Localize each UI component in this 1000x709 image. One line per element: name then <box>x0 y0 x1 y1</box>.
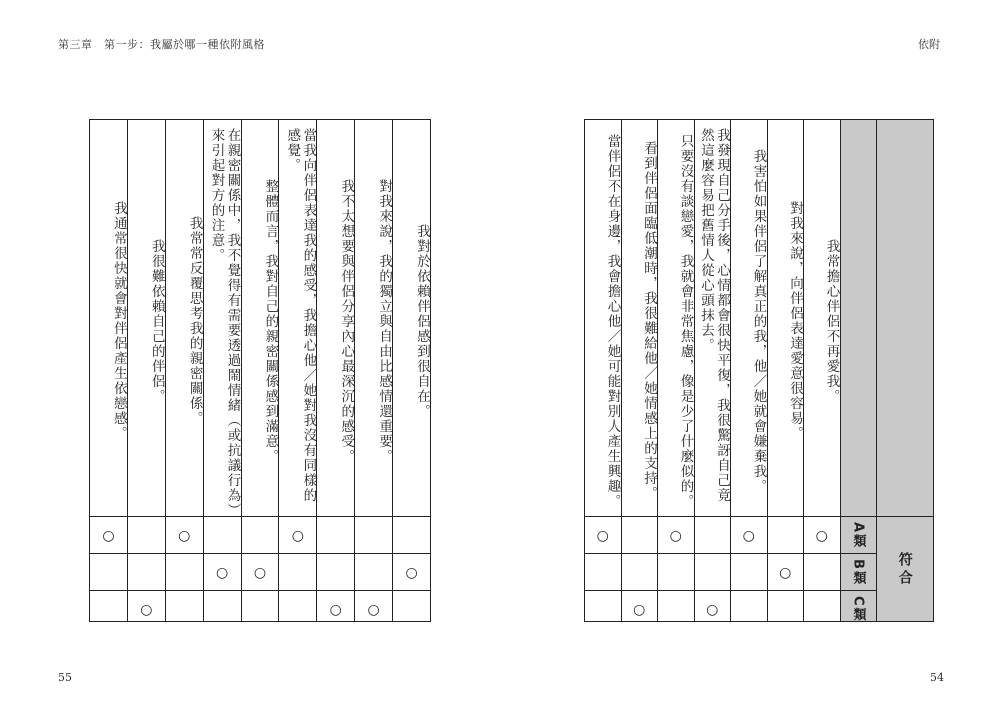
running-header-right: 依附 <box>918 38 940 51</box>
match-circle: ○ <box>405 564 418 581</box>
statement-text: 我常常反覆思考我的親密關係。 <box>186 216 203 426</box>
match-circle: ○ <box>706 601 719 618</box>
statement-text: 當伴侶不在身邊，我會擔心他／她可能對別人產生興趣。 <box>604 133 621 509</box>
statement-text: 當我向伴侶表達我的感受，我擔心他／她對我沒有同樣的感覺。 <box>284 128 317 503</box>
statement-text: 對我來說，我的獨立與自由比感情還重要。 <box>376 178 393 464</box>
table-rule <box>585 590 877 591</box>
type-header-column <box>841 120 877 622</box>
match-circle: ○ <box>815 527 828 544</box>
statement-text: 我發現自己分手後，心情都會很快平復，我很驚訝自己竟然這麼容易把舊情人從心頭抹去。 <box>698 128 730 503</box>
statement-text: 對我來說，向伴侶表達愛意很容易。 <box>787 201 803 441</box>
statement-text: 看到伴侶面臨低潮時，我很難給他／她情感上的支持。 <box>641 141 657 501</box>
match-circle: ○ <box>367 601 380 618</box>
table-row <box>731 120 768 622</box>
table-row <box>585 120 622 622</box>
table-rule <box>90 553 431 554</box>
match-circle: ○ <box>291 527 304 544</box>
table-rule <box>90 516 431 517</box>
match-circle: ○ <box>669 527 682 544</box>
statement-text: 在親密關係中，我不覺得有需要透過鬧情緒（或抗議行為）來引起對方的注意。 <box>208 128 241 512</box>
match-circle: ○ <box>633 601 646 618</box>
table-row <box>166 120 204 622</box>
statement-text: 我常擔心伴侶不再愛我。 <box>823 238 840 404</box>
table-row <box>658 120 695 622</box>
match-circle: ○ <box>253 564 267 581</box>
table-row <box>317 120 355 622</box>
table-row <box>242 120 280 622</box>
table-rule <box>90 621 431 622</box>
match-circle: ○ <box>215 564 229 581</box>
statement-text: 只要沒有談戀愛，我就會非常焦慮，像是少了什麼似的。 <box>677 133 694 509</box>
statement-text: 我很難依賴自己的伴侶。 <box>148 238 165 404</box>
page-number-left: 55 <box>58 671 72 684</box>
table-row <box>204 120 242 622</box>
match-circle: ○ <box>779 564 792 581</box>
table-row <box>804 120 841 622</box>
table-rule <box>585 516 934 517</box>
statement-text: 整體而言，我對自己的親密關係感到滿意。 <box>262 178 279 464</box>
type-header-a: A類 <box>850 521 866 550</box>
questionnaire-table-left <box>89 119 431 622</box>
table-rule <box>585 553 877 554</box>
type-header-c: C類 <box>850 596 866 623</box>
match-circle: ○ <box>329 601 342 618</box>
table-row <box>622 120 659 622</box>
table-row <box>90 120 128 622</box>
fit-header-column <box>877 120 935 622</box>
table-row <box>393 120 431 622</box>
running-header-left: 第三章 第一步：我屬於哪一種依附風格 <box>58 38 265 51</box>
match-circle: ○ <box>596 527 609 544</box>
table-row <box>279 120 317 622</box>
statement-text: 我不太想要與伴侶分享內心最深沉的感受。 <box>338 178 355 464</box>
table-row <box>768 120 805 622</box>
table-rule <box>90 590 431 591</box>
statement-text: 我害怕如果伴侶了解真正的我，他／她就會嫌棄我。 <box>750 148 767 494</box>
type-header-b: B類 <box>850 559 866 586</box>
match-circle: ○ <box>178 527 191 544</box>
table-row <box>128 120 166 622</box>
table-rule <box>585 621 934 622</box>
match-circle: ○ <box>140 601 153 618</box>
table-row <box>695 120 732 622</box>
statement-text: 我通常很快就會對伴侶產生依戀感。 <box>110 201 127 441</box>
table-row <box>355 120 393 622</box>
statement-text: 我對於依賴伴侶感到很自在。 <box>413 223 430 419</box>
fit-header: 符合 <box>896 551 913 588</box>
match-circle: ○ <box>742 527 755 544</box>
page-number-right: 54 <box>930 671 944 684</box>
questionnaire-table-right <box>584 119 934 622</box>
match-circle: ○ <box>102 527 115 544</box>
